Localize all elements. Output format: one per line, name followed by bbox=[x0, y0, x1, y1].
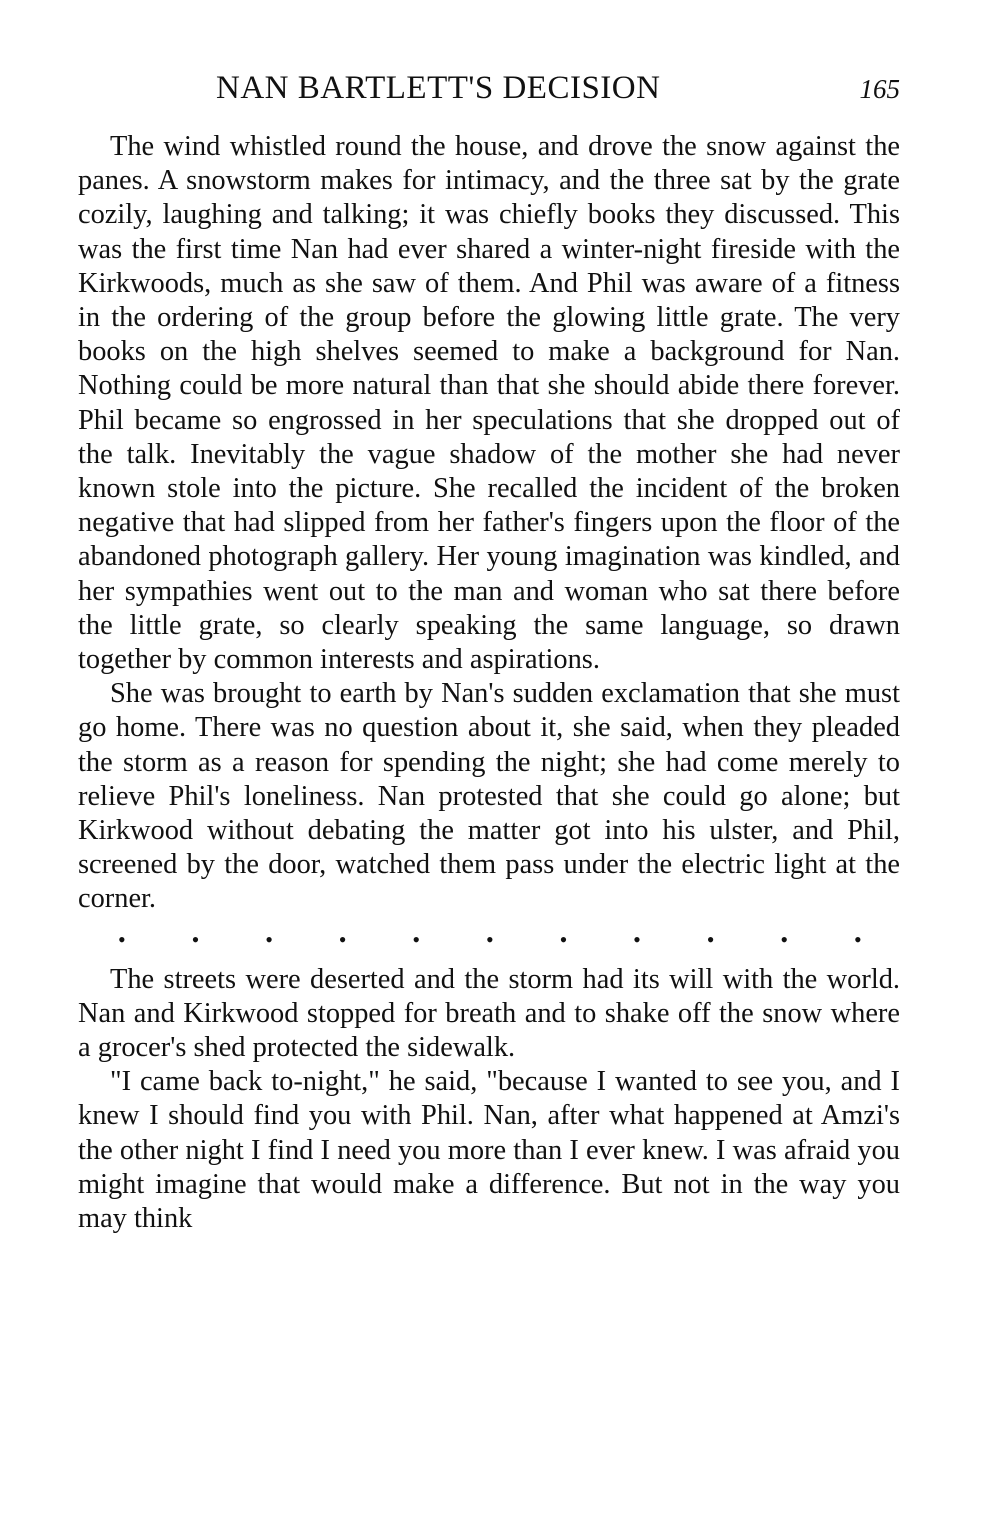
section-break-dot: • bbox=[412, 926, 421, 952]
section-break-dot: • bbox=[265, 926, 273, 952]
paragraph: The streets were deserted and the storm had its will with the world. Nan and Kirkwood stopped for breath and to shake off the snow where a grocer's shed protected the sidewalk. bbox=[78, 963, 900, 1064]
body-text bbox=[78, 130, 900, 1236]
running-head: NAN BARTLETT'S DECISION bbox=[216, 70, 661, 106]
section-break-dot: • bbox=[559, 926, 568, 952]
paragraph: "I came back to-night," he said, "because I wanted to see you, and I knew I should find you with Phil. Nan, after what happened at Amzi's the other night I find I need you more than I ever knew. I was afraid you might imagine that would make a difference. But not in the way you may think bbox=[78, 1066, 900, 1235]
section-break-dot: • bbox=[706, 926, 715, 952]
paragraph: The wind whistled round the house, and drove the snow against the panes. A snowstorm makes for intimacy, and the three sat by the grate cozily, laughing and talking; it was chiefly books they discussed. This was the first time Nan had ever shared a winter-night fireside with the Kirkwoods, much as she saw of them. And Phil was aware of a fitness in the ordering of the group before the glowing little grate. The very books on the high shelves seemed to make a background for Nan. Nothing could be more natural than that she should abide there forever. Phil became so engrossed in her speculations that she dropped out of the talk. Inevitably the vague shadow of the mother she had never known stole into the picture. She recalled the incident of the broken negative that had slipped from her father's fingers upon the floor of the abandoned photograph gallery. Her young imagination was kindled, and her sympathies went out to the man and woman who sat there before the little grate, so clearly speaking the same language, so drawn together by common interests and aspirations. bbox=[78, 131, 900, 676]
section-break-dot: • bbox=[633, 926, 641, 952]
section-break-dot: • bbox=[118, 926, 126, 952]
section-break-dot: • bbox=[780, 926, 789, 952]
section-break-dot: • bbox=[485, 926, 494, 952]
page-header bbox=[78, 70, 900, 112]
section-break-dot: • bbox=[853, 926, 862, 952]
section-break-dot: • bbox=[191, 926, 200, 952]
section-break-dot: • bbox=[338, 926, 347, 952]
section-break bbox=[78, 917, 900, 963]
page-number: 165 bbox=[859, 74, 900, 104]
paragraph: She was brought to earth by Nan's sudden exclamation that she must go home. There was no question about it, she said, when they pleaded the storm as a reason for spending the night; she had come merely to relieve Phil's loneliness. Nan protested that she could go alone; but Kirkwood without debating the matter got into his ulster, and Phil, screened by the door, watched them pass under the electric light at the corner. bbox=[78, 678, 900, 915]
